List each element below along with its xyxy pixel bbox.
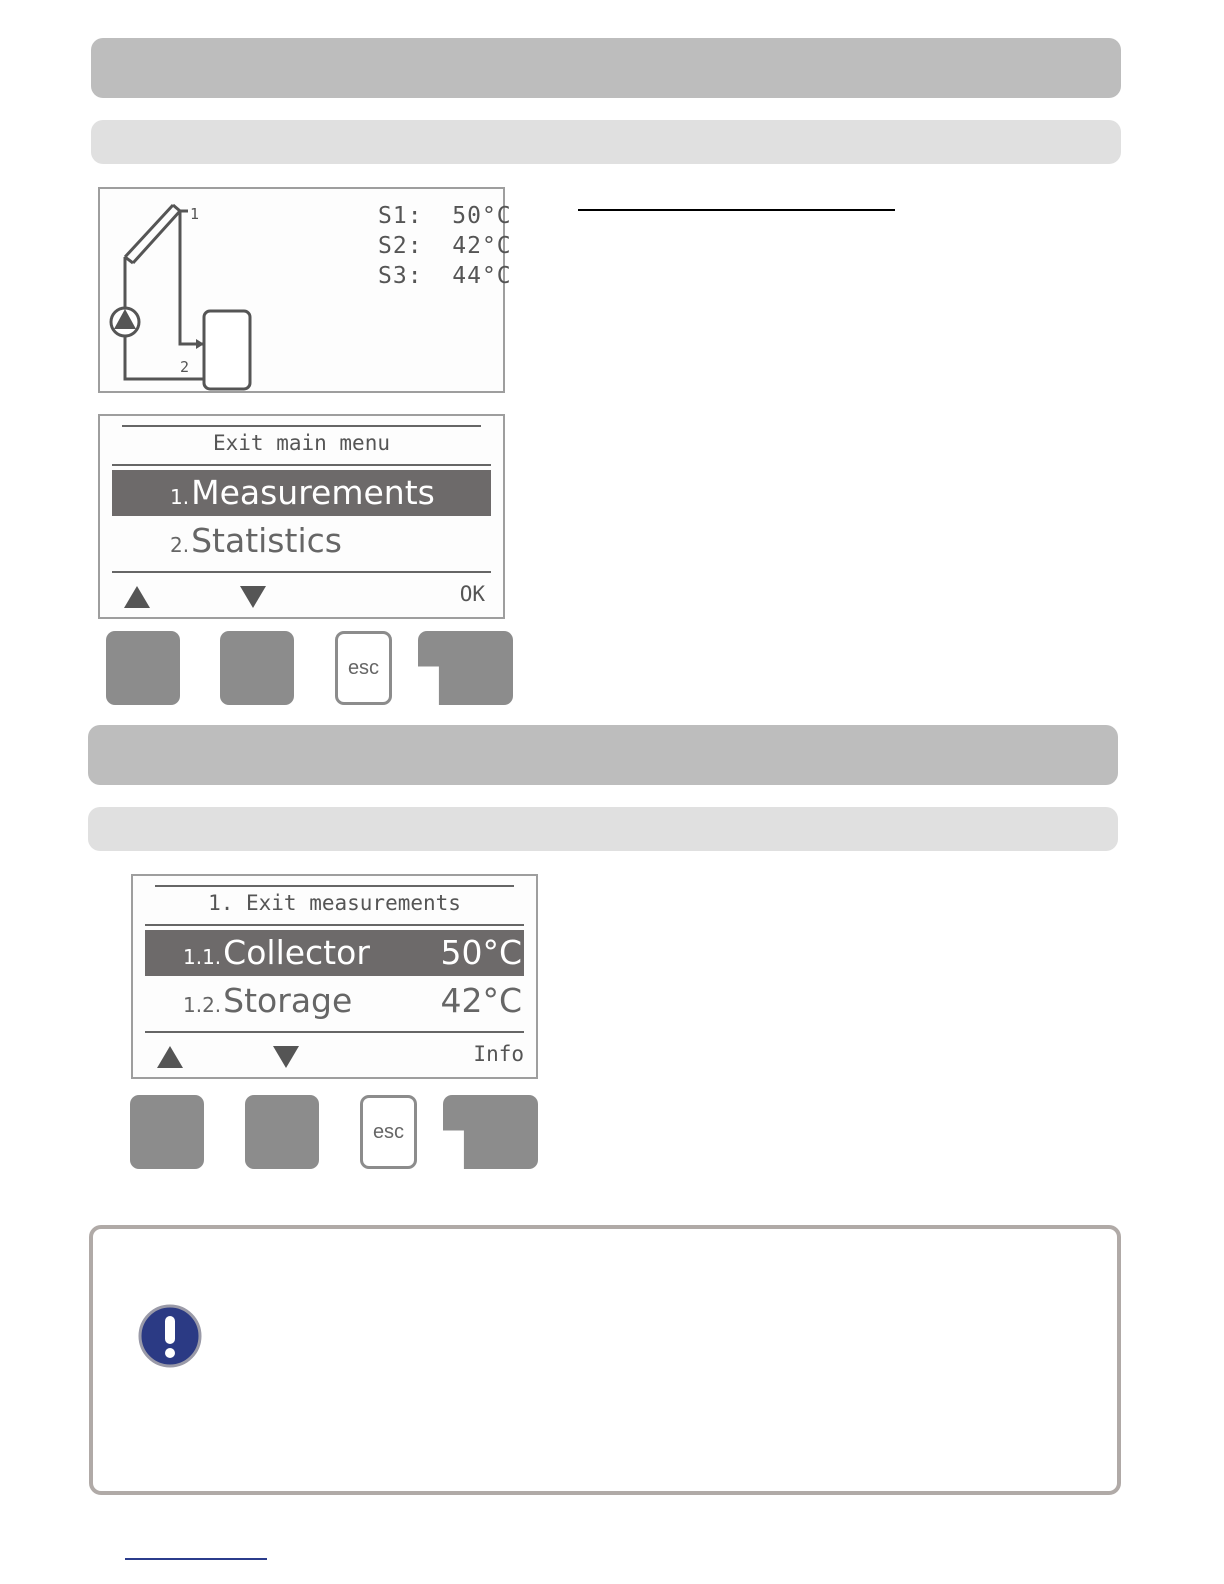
arrow-up-icon [124, 586, 150, 608]
sensor-reading-s2: S2: 42°C [378, 233, 512, 259]
arrow-up-icon-2 [157, 1046, 183, 1068]
sensor-reading-s3: S3: 44°C [378, 263, 512, 289]
main-menu-display [98, 414, 505, 619]
info-button[interactable] [443, 1095, 538, 1169]
menu-title-rule-top [122, 425, 481, 427]
menu-title-rule-top-2 [155, 885, 514, 887]
esc-button[interactable]: esc [335, 631, 392, 705]
system-diagram-display [98, 187, 512, 393]
collector-sensor-marker: 1 [190, 205, 200, 223]
pipe-lines [125, 211, 204, 379]
menu-item-measurements[interactable]: 1.Measurements [170, 473, 435, 512]
collector-temperature: 50°C [440, 933, 522, 972]
measurements-menu-title: 1. Exit measurements [208, 891, 461, 915]
ok-softkey-label: OK [459, 582, 485, 606]
menu-title-rule-bottom [112, 464, 491, 466]
menu-item-storage[interactable]: 1.2.Storage [183, 981, 353, 1020]
up-button[interactable] [106, 631, 180, 705]
footer-link-underline [125, 1558, 267, 1560]
exclamation-circle-icon [137, 1303, 203, 1369]
solar-collector-icon [125, 205, 180, 263]
esc-button-2[interactable]: esc [360, 1095, 417, 1169]
storage-temperature: 42°C [440, 981, 522, 1020]
arrow-down-icon-2 [273, 1046, 299, 1068]
section-header-bar-2 [88, 725, 1118, 785]
menu-item-collector[interactable]: 1.1.Collector [183, 933, 370, 972]
storage-sensor-marker: 2 [180, 358, 190, 376]
sensor-reading-s1: S1: 50°C [378, 203, 512, 229]
heading-underline [578, 209, 895, 211]
arrow-down-icon [240, 586, 266, 608]
down-button-2[interactable] [245, 1095, 319, 1169]
section-subheader-bar [91, 120, 1121, 164]
down-button[interactable] [220, 631, 294, 705]
up-button-2[interactable] [130, 1095, 204, 1169]
menu-footer-rule [112, 571, 491, 573]
menu-title-rule-bottom-2 [145, 924, 524, 926]
pump-icon [111, 308, 139, 336]
section-subheader-bar-2 [88, 807, 1118, 851]
menu-footer-rule-2 [145, 1031, 524, 1033]
info-softkey-label: Info [473, 1042, 524, 1066]
menu-item-statistics[interactable]: 2.Statistics [170, 521, 342, 560]
menu-title: Exit main menu [212, 431, 390, 455]
ok-button[interactable] [418, 631, 513, 705]
measurements-display [131, 874, 538, 1079]
section-header-bar [91, 38, 1121, 98]
storage-tank-icon [204, 311, 250, 389]
notice-box [89, 1225, 1121, 1495]
